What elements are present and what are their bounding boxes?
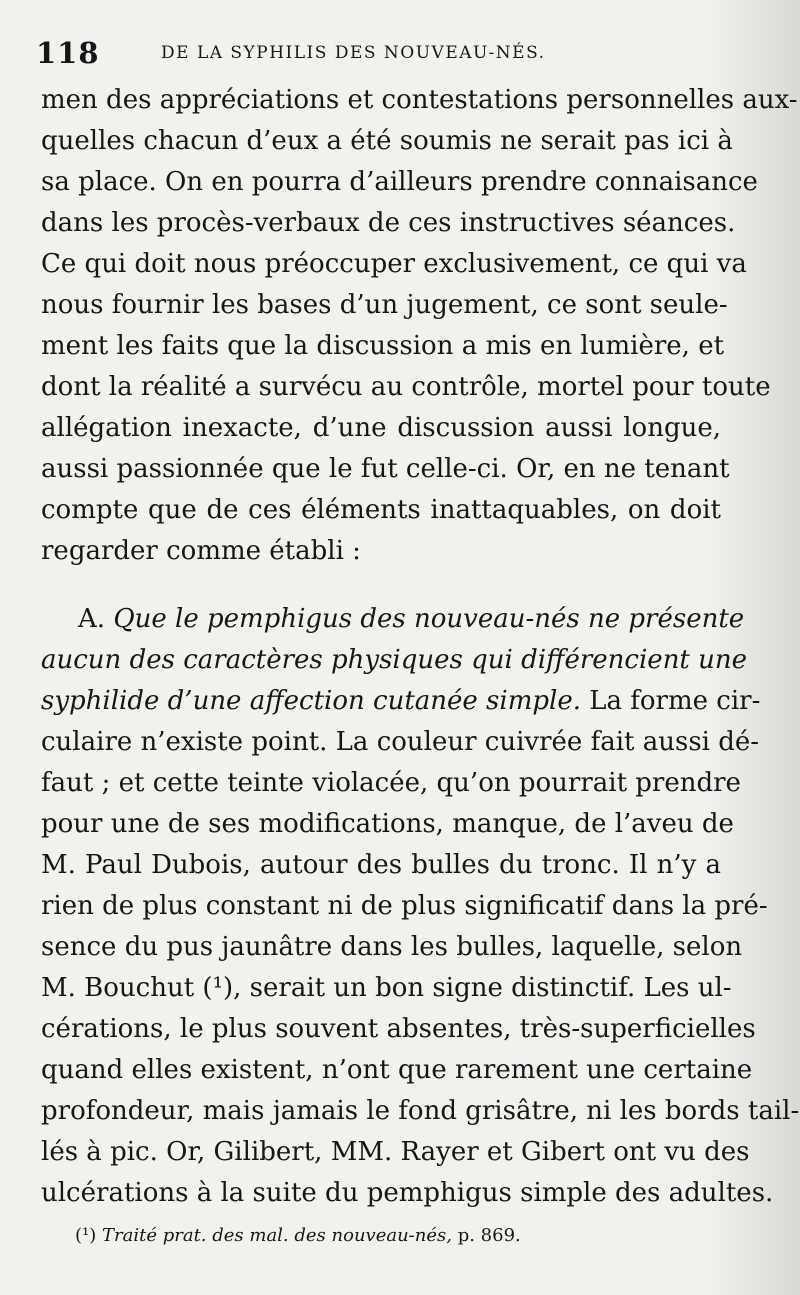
running-title: DE LA SYPHILIS DES NOUVEAU-NÉS. [161, 43, 546, 63]
text-line: sence du pus jaunâtre dans les bulles, laquelle, selon [41, 932, 743, 962]
page-number: 118 [36, 36, 100, 70]
text-line: cérations, le plus souvent absentes, très-superficielles [41, 1014, 756, 1044]
text-span: La forme cir- [589, 686, 761, 716]
text-line: lés à pic. Or, Gilibert, MM. Rayer et Gibert ont vu des [41, 1137, 750, 1167]
section-label: A. [78, 604, 106, 634]
text-line: faut ; et cette teinte violacée, qu’on pourrait prendre [41, 768, 741, 798]
page-header [36, 36, 736, 76]
text-line: aussi passionnée que le fut celle-ci. Or, en ne tenant [41, 454, 730, 484]
text-line: dont la réalité a survécu au contrôle, mortel pour toute [41, 372, 771, 402]
text-line: pour une de ses modifications, manque, de l’aveu de [41, 809, 734, 839]
footnote-page: p. 869. [457, 1225, 521, 1246]
footnote-ref: (¹) [75, 1225, 97, 1246]
text-line: ment les faits que la discussion a mis en lumière, et [41, 331, 725, 361]
text-line: quand elles existent, n’ont que rarement une certaine [41, 1055, 753, 1085]
italic-proposition-end: syphilide d’une affection cutanée simple. [41, 686, 581, 716]
text-line: regarder comme établi : [41, 536, 361, 566]
text-line: sa place. On en pourra d’ailleurs prendre connaisance [41, 167, 758, 197]
text-line-section-a [78, 601, 745, 637]
text-line: quelles chacun d’eux a été soumis ne serait pas ici à [41, 126, 733, 156]
footnote-title: Traité prat. des mal. des nouveau-nés, [102, 1225, 452, 1246]
text-line: Ce qui doit nous préoccuper exclusivement, ce qui va [41, 249, 747, 279]
text-line: allégation inexacte, d’une discussion aussi longue, [41, 413, 721, 443]
text-line: rien de plus constant ni de plus significatif dans la pré- [41, 891, 768, 921]
text-line: compte que de ces éléments inattaquables, on doit [41, 495, 721, 525]
text-line: men des appréciations et contestations personnelles aux- [41, 85, 798, 115]
text-line: aucun des caractères physiques qui différencient une [41, 645, 748, 675]
text-line: profondeur, mais jamais le fond grisâtre, ni les bords tail- [41, 1096, 800, 1126]
text-line: nous fournir les bases d’un jugement, ce sont seule- [41, 290, 728, 320]
text-line: ulcérations à la suite du pemphigus simple des adultes. [41, 1178, 774, 1208]
footnote [75, 1225, 521, 1246]
text-line: culaire n’existe point. La couleur cuivrée fait aussi dé- [41, 727, 760, 757]
italic-proposition: Que le pemphigus des nouveau-nés ne présente [113, 604, 745, 634]
text-line: dans les procès-verbaux de ces instructives séances. [41, 208, 736, 238]
text-line [41, 683, 761, 719]
text-line: M. Paul Dubois, autour des bulles du tronc. Il n’y a [41, 850, 721, 880]
text-line: M. Bouchut (¹), serait un bon signe distinctif. Les ul- [41, 973, 732, 1003]
